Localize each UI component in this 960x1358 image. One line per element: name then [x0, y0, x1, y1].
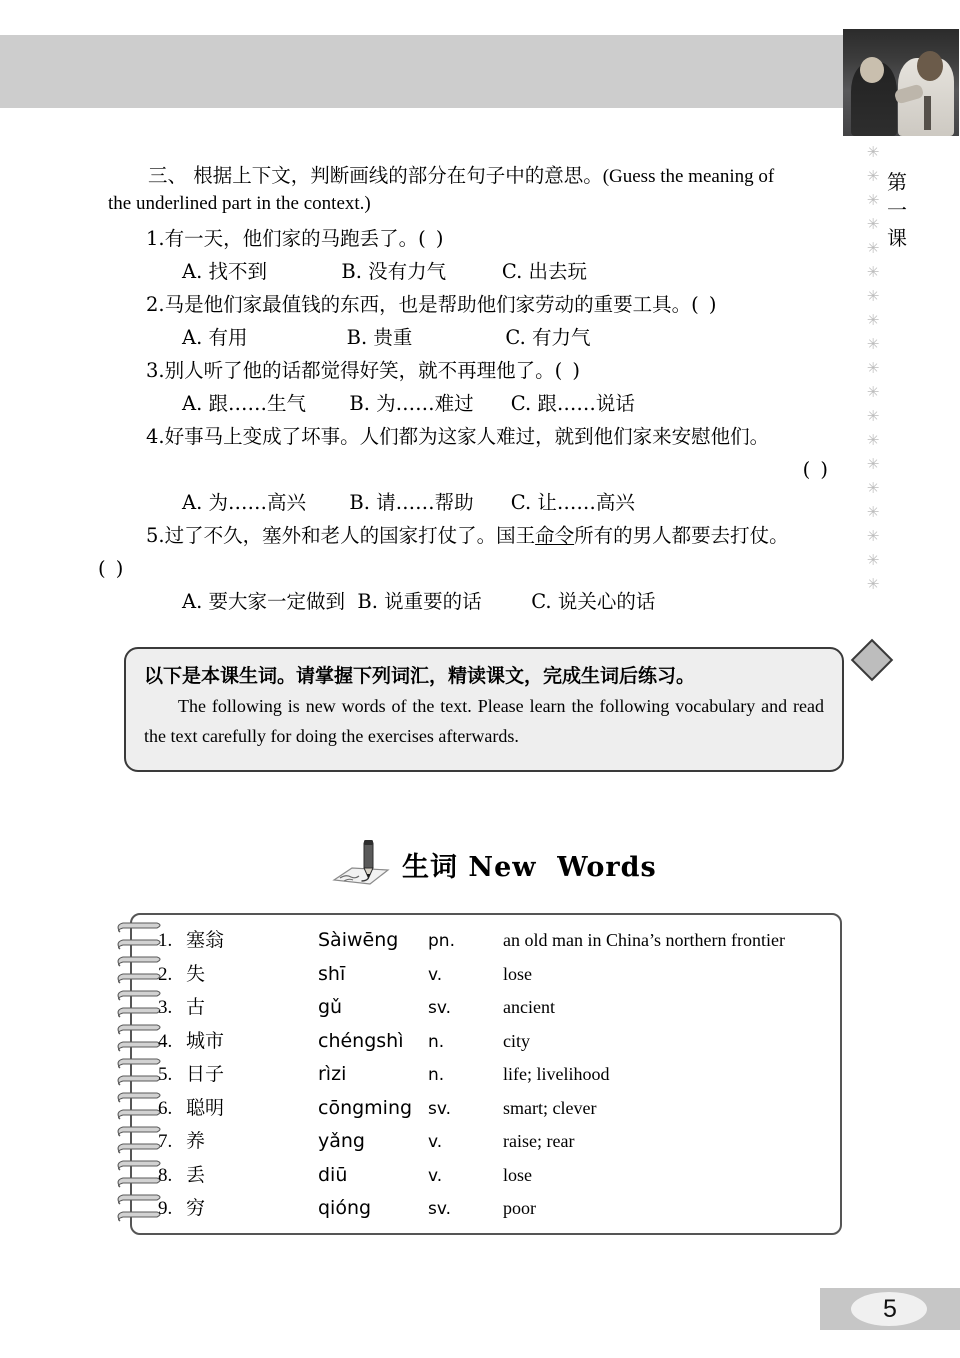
new-words-row-part-of-speech: v. [428, 964, 443, 985]
question-4-stem: 好事马上变成了坏事。人们都为这家人难过，就到他们家来安慰他们。 [164, 425, 770, 448]
new-words-table [130, 913, 842, 1235]
new-words-row-english: lose [503, 963, 532, 984]
new-words-heading [330, 838, 657, 890]
new-words-row-pinyin: yǎng [318, 1130, 365, 1152]
new-words-row-word: 日子 [186, 1063, 225, 1085]
new-words-row-number: 9. [158, 1198, 173, 1219]
new-words-title: 生词 New Words [402, 851, 657, 883]
question-2-choices[interactable]: A. 有用 B. 贵重 C. 有力气 [182, 326, 591, 349]
rail-marker-icon: ✳ [866, 191, 880, 209]
lesson-title-char-1: 第 [887, 170, 907, 194]
rail-marker-icon: ✳ [866, 215, 880, 233]
new-words-row [158, 1193, 834, 1227]
question-5 [108, 519, 850, 552]
question-3-choices[interactable]: A. 跟……生气 B. 为……难过 C. 跟……说话 [182, 392, 635, 415]
new-words-row-english: raise; rear [503, 1131, 575, 1151]
question-5-stem-before: 过了不久，塞外和老人的国家打仗了。国王 [164, 524, 536, 547]
exercise-heading-en-2: the underlined part in the context.) [108, 193, 371, 214]
question-1-stem: 有一天，他们家的马跑丢了。 [164, 227, 419, 250]
new-words-row-number: 7. [158, 1131, 173, 1152]
new-words-row-part-of-speech: sv. [428, 1199, 452, 1219]
new-words-row-part-of-speech: sv. [428, 998, 452, 1018]
question-5-number: 5. [146, 524, 165, 547]
new-words-row [158, 1093, 834, 1127]
question-1-blank[interactable]: ( ) [418, 227, 446, 250]
new-words-row [158, 1160, 834, 1194]
exercise-heading-cn: 三、 根据上下文，判断画线的部分在句子中的意思。 [148, 164, 603, 187]
lesson-title-vertical [884, 168, 910, 252]
new-words-row [158, 925, 834, 959]
new-words-row-pinyin: diū [318, 1163, 348, 1186]
new-words-row [158, 1059, 834, 1093]
new-words-row-pinyin: shī [318, 962, 346, 985]
question-5-stem-after: 所有的男人都要去打仗。 [574, 524, 789, 547]
new-words-row-word: 穷 [186, 1197, 206, 1219]
page-number-band [820, 1288, 960, 1330]
new-words-row-english: an old man in China’s northern frontier [503, 930, 785, 950]
photo-head-right [917, 51, 943, 81]
rail-marker-icon: ✳ [866, 431, 880, 449]
rail-marker-icon: ✳ [866, 527, 880, 545]
exercise-heading-en-1: (Guess the meaning of [602, 166, 775, 187]
new-words-row-english: city [503, 1030, 530, 1051]
new-words-row [158, 959, 834, 993]
new-words-row-pinyin: chéngshì [318, 1029, 404, 1052]
question-2-number: 2. [146, 293, 165, 316]
photo-head-left [860, 57, 884, 83]
question-3-stem: 别人听了他的话都觉得好笑，就不再理他了。 [164, 359, 555, 382]
new-words-rows [158, 925, 834, 1227]
new-words-row-part-of-speech: n. [428, 1065, 445, 1085]
rail-marker-icon: ✳ [866, 383, 880, 401]
rail-marker-icon: ✳ [866, 479, 880, 497]
question-4-number: 4. [146, 425, 165, 448]
new-words-row-pinyin: qióng [318, 1197, 372, 1219]
photo-necktie [924, 96, 931, 130]
rail-marker-icon: ✳ [866, 575, 880, 593]
new-words-row-pinyin: gǔ [318, 996, 343, 1018]
new-words-row [158, 1126, 834, 1160]
new-words-row-word: 丢 [186, 1163, 206, 1186]
page-number: 5 [883, 1294, 897, 1323]
rail-marker-icon: ✳ [866, 239, 880, 257]
rail-marker-icon: ✳ [866, 167, 880, 185]
new-words-row [158, 1026, 834, 1060]
question-4 [146, 420, 850, 453]
new-words-row-english: lose [503, 1164, 532, 1185]
lesson-title-char-2: 一 [887, 198, 907, 222]
new-words-row-part-of-speech: sv. [428, 1098, 452, 1119]
question-1-number: 1. [146, 227, 165, 250]
question-1 [146, 222, 850, 255]
new-words-row-english: ancient [503, 997, 555, 1017]
question-5-choices[interactable]: A. 要大家一定做到 B. 说重要的话 C. 说关心的话 [182, 590, 656, 613]
question-2-blank[interactable]: ( ) [691, 293, 719, 316]
new-words-row-pinyin: rìzi [318, 1063, 347, 1085]
lesson-title-char-3: 课 [887, 226, 907, 250]
new-words-row-number: 6. [158, 1097, 173, 1119]
question-3-blank[interactable]: ( ) [554, 359, 583, 382]
rail-marker-icon: ✳ [866, 335, 880, 353]
question-3-number: 3. [146, 359, 165, 382]
question-2 [146, 288, 850, 321]
instruction-note-en: The following is new words of the text. Please learn the following vocabulary and read the text carefully for doing the exercises afterwards. [144, 696, 824, 746]
question-3 [146, 354, 850, 387]
question-1-choices[interactable]: A. 找不到 B. 没有力气 C. 出去玩 [182, 260, 587, 283]
new-words-row-pinyin: cōngming [318, 1096, 413, 1119]
new-words-row-word: 失 [186, 962, 206, 985]
rail-marker-icon: ✳ [866, 359, 880, 377]
header-band [0, 35, 845, 108]
new-words-row-word: 塞翁 [186, 929, 225, 951]
new-words-row-part-of-speech: v. [428, 1132, 443, 1152]
rail-marker-icon: ✳ [866, 503, 880, 521]
instruction-note-cn: 以下是本课生词。请掌握下列词汇，精读课文，完成生词后练习。 [144, 665, 696, 687]
rail-marker-icon: ✳ [866, 263, 880, 281]
rail-marker-icon: ✳ [866, 287, 880, 305]
new-words-row-word: 养 [186, 1130, 206, 1152]
new-words-row-english: smart; clever [503, 1097, 597, 1118]
new-words-row-part-of-speech: n. [428, 1031, 445, 1052]
new-words-row-pinyin: Sàiwēng [318, 929, 399, 951]
new-words-row [158, 992, 834, 1026]
new-words-row-number: 3. [158, 997, 173, 1018]
new-words-row-english: poor [503, 1198, 536, 1218]
new-words-row-number: 5. [158, 1064, 173, 1085]
instruction-note-box [124, 647, 844, 772]
rail-marker-icon: ✳ [866, 407, 880, 425]
new-words-row-word: 聪明 [186, 1096, 225, 1119]
pencil-writing-on-paper-icon [330, 838, 392, 890]
rail-marker-icon: ✳ [866, 551, 880, 569]
question-5-underlined-term: 命令 [535, 524, 575, 547]
exercise-section [98, 160, 850, 618]
rail-marker-icon: ✳ [866, 143, 880, 161]
new-words-row-number: 8. [158, 1164, 173, 1186]
question-5-blank[interactable]: ( ) [98, 557, 126, 580]
two-men-conversation-photo [843, 29, 959, 136]
rail-marker-icon: ✳ [866, 455, 880, 473]
new-words-row-english: life; livelihood [503, 1064, 610, 1084]
new-words-row-part-of-speech: v. [428, 1165, 443, 1186]
new-words-row-word: 城市 [186, 1029, 225, 1052]
new-words-row-number: 1. [158, 930, 173, 951]
question-4-choices[interactable]: A. 为……高兴 B. 请……帮助 C. 让……高兴 [182, 491, 635, 514]
question-2-stem: 马是他们家最值钱的东西，也是帮助他们家劳动的重要工具。 [164, 293, 692, 316]
question-4-blank[interactable]: ( ) [802, 458, 830, 481]
new-words-row-word: 古 [186, 996, 206, 1018]
new-words-row-part-of-speech: pn. [428, 931, 455, 951]
rail-marker-icon: ✳ [866, 311, 880, 329]
rail-diamond-ornament [851, 639, 893, 681]
new-words-row-number: 4. [158, 1030, 173, 1052]
new-words-row-number: 2. [158, 963, 173, 985]
